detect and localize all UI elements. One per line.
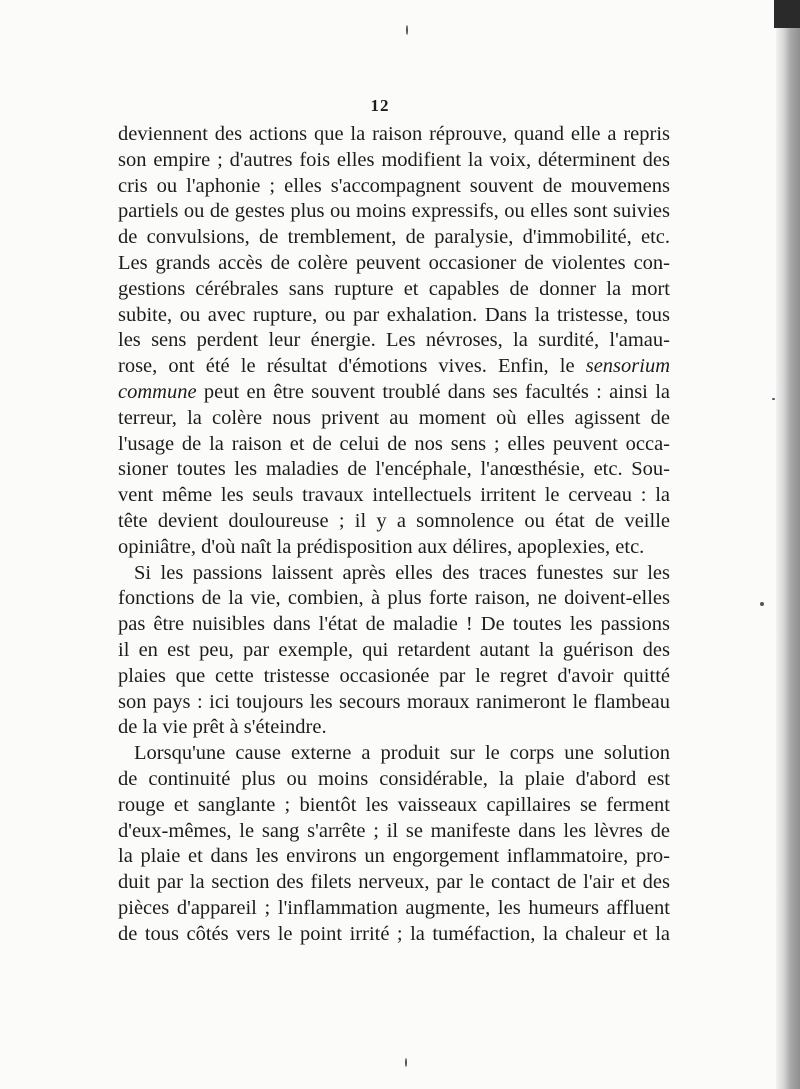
print-speck (760, 602, 764, 606)
text-line: Lorsqu'une cause externe a produit sur le corps une solution (134, 742, 670, 765)
text-line: sioner toutes les maladies de l'encéphale, l'anœsthésie, etc. Sou- (118, 458, 670, 481)
text-line: la plaie et dans les environs un engorgement inflammatoire, pro- (118, 845, 670, 868)
text-line: plaies que cette tristesse occasionée par le regret d'avoir quitté (118, 664, 670, 687)
text-line: il en est peu, par exemple, qui retardent autant la guérison des (118, 638, 670, 661)
text-line: d'eux-mêmes, le sang s'arrête ; il se manifeste dans les lèvres de (118, 819, 670, 842)
text-line: opiniâtre, d'où naît la prédisposition aux délires, apoplexies, etc. (118, 535, 645, 558)
text-line: Si les passions laissent après elles des traces funestes sur les (134, 561, 670, 584)
text-line-with-italic (118, 354, 670, 380)
text-line: Les grands accès de colère peuvent occasioner de violentes con- (118, 251, 670, 274)
text-line: l'usage de la raison et de celui de nos sens ; elles peuvent occa- (118, 432, 670, 455)
text-line: deviennent des actions que la raison réprouve, quand elle a repris (118, 123, 670, 145)
text-line: rouge et sanglante ; bientôt les vaisseaux capillaires se ferment (118, 793, 670, 816)
text-line: son pays : ici toujours les secours moraux ranimeront le flambeau (118, 690, 670, 713)
print-speck (772, 398, 775, 400)
text-line: de continuité plus ou moins considérable, la plaie d'abord est (118, 767, 670, 790)
text-line: fonctions de la vie, combien, à plus forte raison, ne doivent-elles (118, 587, 670, 610)
text-line-part: peut en être souvent troublé dans ses facultés : ainsi la (203, 380, 670, 403)
text-line: tête devient douloureuse ; il y a somnolence ou état de veille (118, 509, 670, 532)
text-line: gestions cérébrales sans rupture et capables de donner la mort (118, 277, 670, 300)
page-corner-shadow (774, 0, 800, 28)
text-line: subite, ou avec rupture, ou par exhalation. Dans la tristesse, tous (118, 303, 670, 326)
text-line: terreur, la colère nous privent au moment où elles agissent de (118, 406, 670, 429)
text-line: duit par la section des filets nerveux, par le contact de l'air et des (118, 871, 670, 894)
text-line: de la vie prêt à s'éteindre. (118, 716, 327, 739)
body-text (118, 122, 670, 948)
print-speck (406, 25, 408, 35)
italic-term: sensorium (585, 355, 671, 378)
text-line: pas être nuisibles dans l'état de maladie ! De toutes les passions (118, 613, 670, 636)
text-line: partiels ou de gestes plus ou moins expressifs, ou elles sont suivies (118, 200, 670, 223)
text-line: de convulsions, de tremblement, de paralysie, d'immobilité, etc. (118, 226, 670, 249)
text-line: pièces d'appareil ; l'inflammation augmente, les humeurs affluent (118, 896, 670, 919)
text-line: vent même les seuls travaux intellectuels irritent le cerveau : la (118, 484, 670, 507)
text-line-part: rose, ont été le résultat d'émotions vives. Enfin, le (118, 355, 575, 378)
text-line-with-italic (118, 380, 670, 406)
text-line: son empire ; d'autres fois elles modifient la voix, déterminent des (118, 148, 670, 171)
italic-term: commune (118, 380, 197, 403)
text-line: de tous côtés vers le point irrité ; la tuméfaction, la chaleur et la (118, 922, 670, 945)
page-binding-edge (776, 0, 800, 1089)
text-line: les sens perdent leur énergie. Les névroses, la surdité, l'amau- (118, 329, 670, 352)
print-speck (405, 1058, 407, 1067)
page-number: 12 (370, 96, 390, 115)
text-line: cris ou l'aphonie ; elles s'accompagnent souvent de mouvemens (118, 174, 670, 197)
